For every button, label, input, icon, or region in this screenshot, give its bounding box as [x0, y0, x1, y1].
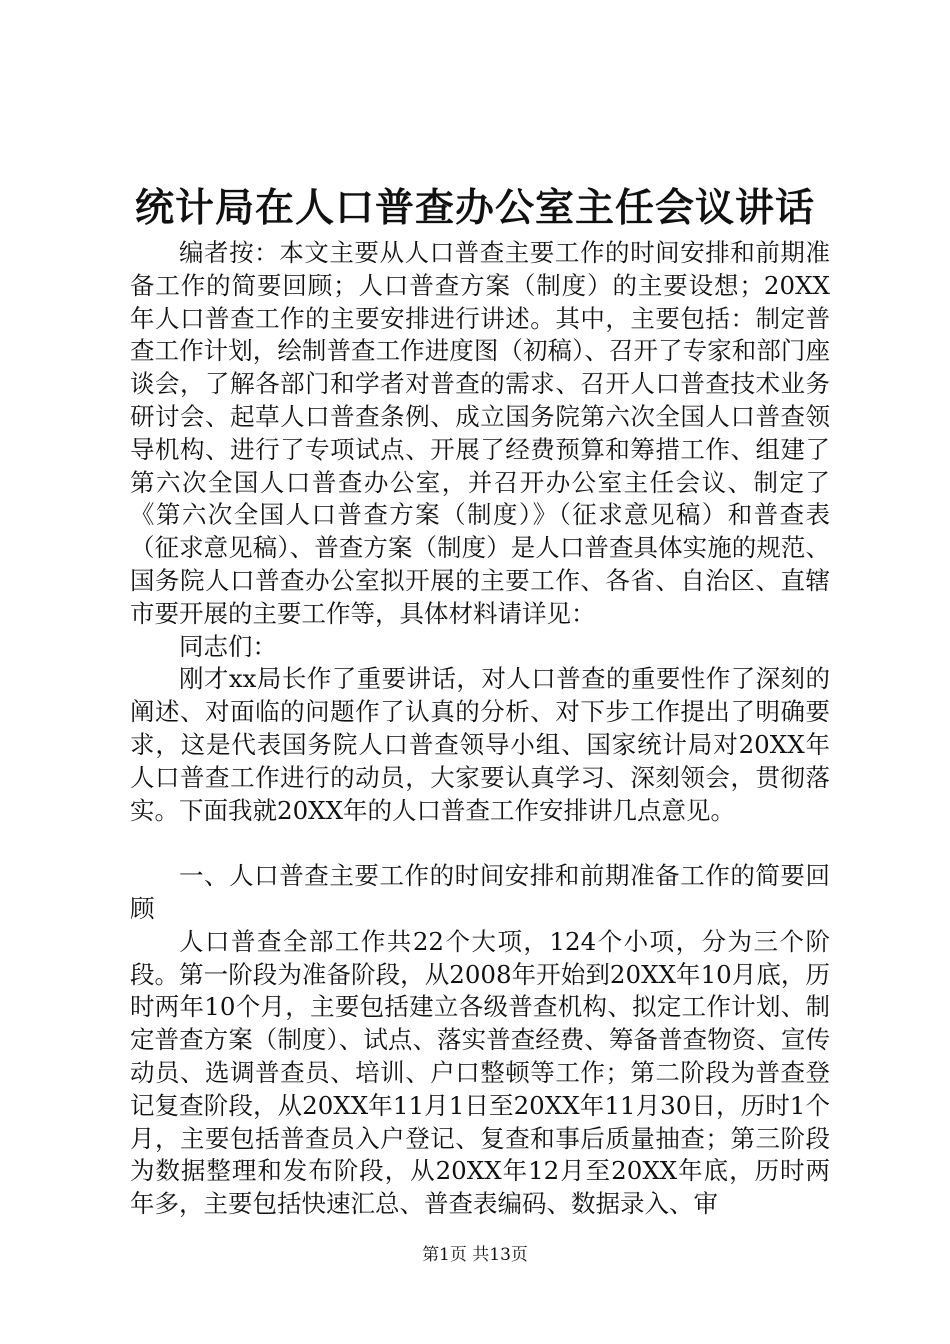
editor-note-paragraph: 编者按：本文主要从人口普查主要工作的时间安排和前期准备工作的简要回顾；人口普查方案（制度）的主要设想；20XX年人口普查工作的主要安排进行讲述。其中，主要包括：制定普查工作计划，绘制普查工作进度图（初稿）、召开了专家和部门座谈会，了解各部门和学者对普查的需求、召开人口普查技术业务研讨会、起草人口普查条例、成立国务院第六次全国人口普查领导机构、进行了专项试点、开展了经费预算和筹措工作、组建了第六次全国人口普查办公室，并召开办公室主任会议、制定了《第六次全国人口普查方案（制度）》（征求意见稿）和普查表（征求意见稿）、普查方案（制度）是人口普查具体实施的规范、国务院人口普查办公室拟开展的主要工作、各省、自治区、直辖市要开展的主要工作等，具体材料请详见：	[130, 238, 830, 628]
schedule-paragraph: 人口普查全部工作共22个大项，124个小项，分为三个阶段。第一阶段为准备阶段，从2008年开始到20XX年10月底，历时两年10个月，主要包括建立各级普查机构、拟定工作计划、制定普查方案（制度）、试点、落实普查经费、筹备普查物资、宣传动员、选调普查员、培训、户口整顿等工作；第二阶段为普查登记复查阶段，从20XX年11月1日至20XX年11月30日，历时1个月，主要包括普查员入户登记、复查和事后质量抽查；第三阶段为数据整理和发布阶段，从20XX年12月至20XX年底，历时两年多，主要包括快速汇总、普查表编码、数据录入、审	[130, 926, 830, 1219]
document-body	[130, 237, 830, 1221]
opening-paragraph: 刚才xx局长作了重要讲话，对人口普查的重要性作了深刻的阐述、对面临的问题作了认真的分析、对下步工作提出了明确要求，这是代表国务院人口普查领导小组、国家统计局对20XX年人口普查工作进行的动员，大家要认真学习、深刻领会，贯彻落实。下面我就20XX年的人口普查工作安排讲几点意见。	[130, 664, 830, 825]
document-title: 统计局在人口普查办公室主任会议讲话	[134, 185, 815, 231]
paragraph-spacer	[130, 827, 830, 860]
salutation-paragraph: 同志们：	[179, 631, 277, 661]
section-heading-paragraph: 一、人口普查主要工作的时间安排和前期准备工作的简要回顾	[130, 861, 830, 923]
page-footer: 第1页 共13页	[422, 1245, 528, 1265]
